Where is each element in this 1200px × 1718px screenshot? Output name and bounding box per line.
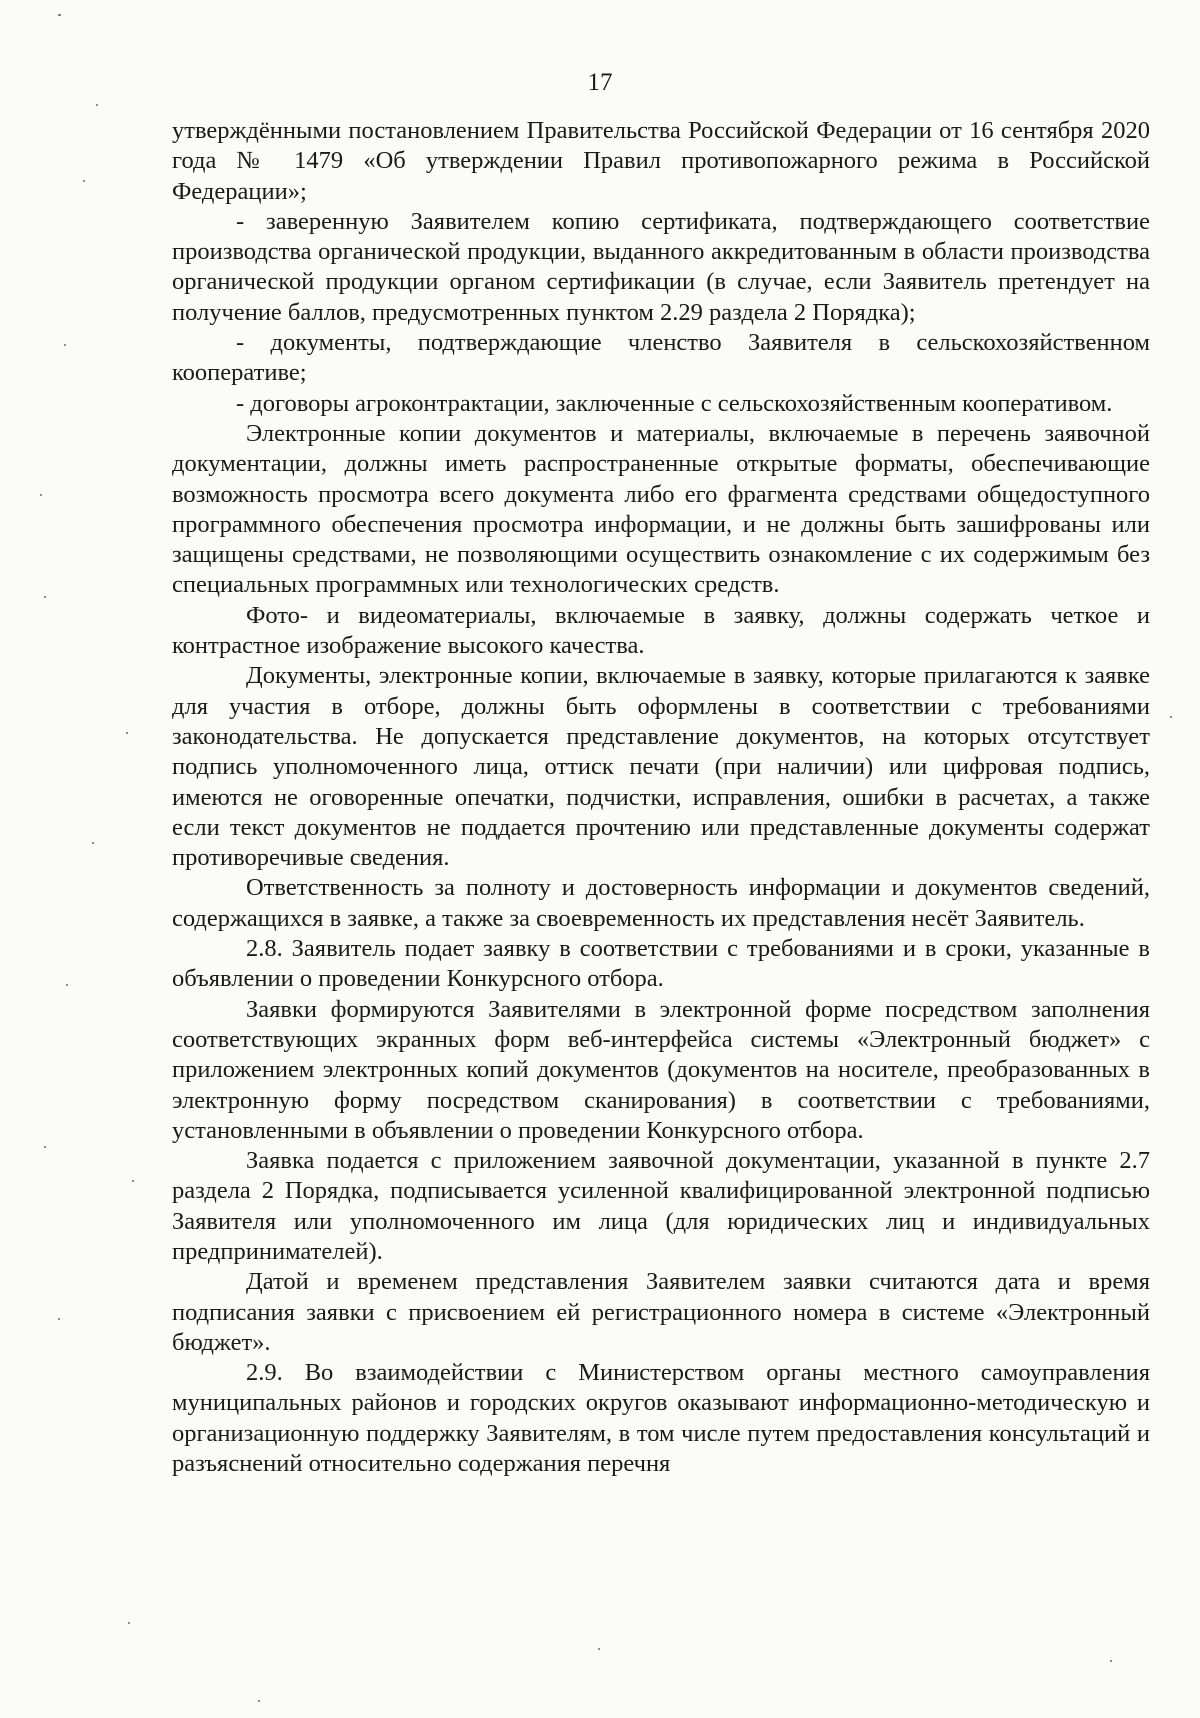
scan-speck [58,1318,60,1320]
scan-speck [258,1700,260,1702]
scan-speck [128,1622,130,1624]
paragraph-electronic-copies: Электронные копии документов и материалы, включаемые в перечень заявочной документации, должны иметь распространенные открытые форматы, обеспечивающие возможность просмотра всего документа либо его фрагмента средствами общедоступного программного обеспечения просмотра информации, и не должны быть зашифрованы или защищены средствами, не позволяющими осуществить ознакомление с их содержимым без специальных программных или технологических средств. [172,419,1150,599]
scan-speck [44,596,46,598]
paragraph-section-2-9: 2.9. Во взаимодействии с Министерством органы местного самоуправления муниципальных районов и городских округов оказывают информационно-методическую и организационную поддержку Заявителям, в том числе путем предоставления консультаций и разъяснений относительно содержания перечня [172,1359,1150,1478]
scan-speck [40,494,42,496]
paragraph-section-2-8: 2.8. Заявитель подает заявку в соответствии с требованиями и в сроки, указанные в объявлении о проведении Конкурсного отбора. [172,935,1150,993]
scan-speck [126,732,128,734]
paragraph-application-forming: Заявки формируются Заявителями в электронной форме посредством заполнения соответствующих экранных форм веб-интерфейса системы «Электронный бюджет» с приложением электронных копий документов (документов на носителе, преобразованных в электронную форму посредством сканирования) в соответствии с требованиями, установленными в объявлении о проведении Конкурсного отбора. [172,995,1150,1144]
scan-speck [58,14,61,16]
scan-speck [64,344,66,346]
paragraph-submission-date: Датой и временем представления Заявителем заявки считаются дата и время подписания заявки с присвоением ей регистрационного номера в системе «Электронный бюджет». [172,1268,1150,1356]
paragraph-application-signing: Заявка подается с приложением заявочной документации, указанной в пункте 2.7 раздела 2 Порядка, подписывается усиленной квалифицированной электронной подписью Заявителя или уполномоченного им лица (для юридических лиц и индивидуальных предпринимателей). [172,1147,1150,1265]
paragraph-photo-video: Фото- и видеоматериалы, включаемые в заявку, должны содержать четкое и контрастное изображение высокого качества. [172,601,1150,660]
list-item-cooperative-membership: - документы, подтверждающие членство Заявителя в сельскохозяйственном кооперативе; [172,329,1150,387]
scan-speck [1170,716,1172,718]
scan-speck [96,104,98,106]
list-item-organic-certificate: - заверенную Заявителем копию сертификата, подтверждающего соответствие производства органической продукции, выданного аккредитованным в области производства органической продукции органом сертификации (в случае, если Заявитель претендует на получение баллов, предусмотренных пунктом 2.29 раздела 2 Порядка); [172,207,1150,326]
paragraph-responsibility: Ответственность за полноту и достоверность информации и документов сведений, содержащихся в заявке, а также за своевременность их представления несёт Заявитель. [172,874,1150,932]
scan-speck [598,1648,600,1650]
list-item-agrocontracts: - договоры агроконтрактации, заключенные с сельскохозяйственным кооперативом. [236,389,1113,417]
scan-speck [92,842,94,844]
scan-speck [1110,1660,1112,1662]
page-number: 17 [587,69,613,96]
scan-speck [132,1180,134,1182]
scan-speck [44,1146,46,1148]
paragraph-continuation: утверждёнными постановлением Правительства Российской Федерации от 16 сентября 2020 года № 1479 «Об утверждении Правил противопожарного режима в Российской Федерации»; [172,117,1150,205]
scan-speck [83,180,85,182]
document-body [172,116,1150,1479]
paragraph-documents-requirements: Документы, электронные копии, включаемые в заявку, которые прилагаются к заявке для участия в отборе, должны быть оформлены в соответствии с требованиями законодательства. Не допускается представление документов, на которых отсутствует подпись уполномоченного лица, оттиск печати (при наличии) или цифровая подпись, имеются не оговоренные опечатки, подчистки, исправления, ошибки в расчетах, а также если текст документов не поддается прочтению или представленные документы содержат противоречивые сведения. [172,662,1150,872]
scan-speck [66,984,68,986]
